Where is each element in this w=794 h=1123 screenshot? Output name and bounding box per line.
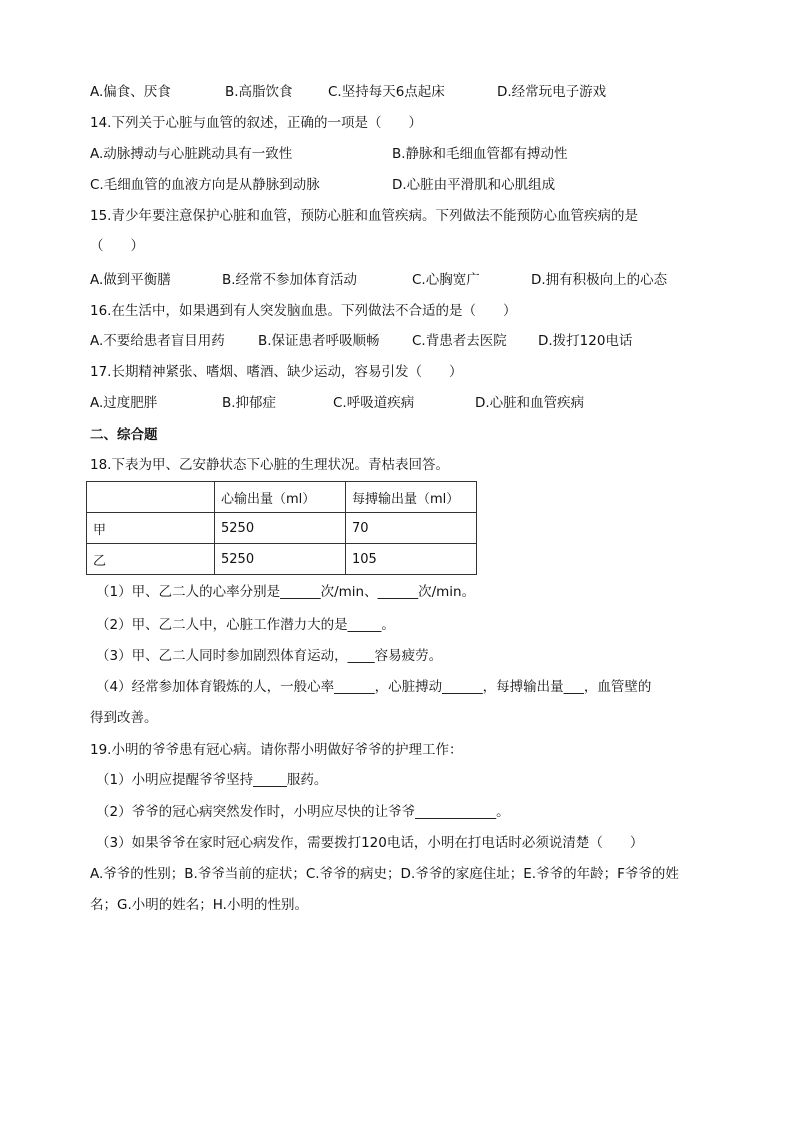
q18-part-2: （2）甲、乙二人中，心脏工作潜力大的是_____。	[96, 617, 395, 633]
q15-stem: 15.青少年要注意保护心脏和血管，预防心脏和血管疾病。下列做法不能预防心血管疾病的是	[90, 208, 638, 224]
q17-option-a: A.过度肥胖	[90, 395, 158, 411]
q13-option-b: B.高脂饮食	[225, 84, 293, 100]
section-title: 二、综合题	[90, 427, 158, 443]
q17-stem: 17.长期精神紧张、嗜烟、嗜酒、缺少运动，容易引发（ ）	[90, 364, 463, 380]
q18-part-1: （1）甲、乙二人的心率分别是______次/min、______次/min。	[96, 584, 476, 600]
q19-stem: 19.小明的爷爷患有冠心病。请你帮小明做好爷爷的护理工作：	[90, 742, 463, 758]
table-cell: 5250	[215, 544, 346, 575]
q18-part-3: （3）甲、乙二人同时参加剧烈体育运动，____容易疲劳。	[96, 648, 443, 664]
q16-stem: 16.在生活中，如果遇到有人突发脑血患。下列做法不合适的是（ ）	[90, 303, 517, 319]
heart-data-table	[86, 481, 477, 575]
q15-option-d: D.拥有积极向上的心态	[531, 272, 668, 288]
table-header-cell: 每搏输出量（ml）	[346, 482, 477, 513]
q15-option-c: C.心胸宽广	[412, 272, 480, 288]
table-row	[87, 544, 477, 575]
q13-option-d: D.经常玩电子游戏	[497, 84, 607, 100]
q17-option-c: C.呼吸道疾病	[333, 395, 415, 411]
q19-part-1: （1）小明应提醒爷爷坚持_____服药。	[96, 772, 328, 788]
q14-option-a: A.动脉搏动与心脏跳动具有一致性	[90, 146, 293, 162]
table-header-cell	[87, 482, 215, 513]
q14-option-b: B.静脉和毛细血管都有搏动性	[392, 146, 568, 162]
table-header-cell: 心输出量（ml）	[215, 482, 346, 513]
q15-stem-continued: （ ）	[90, 238, 144, 254]
table-cell: 5250	[215, 513, 346, 544]
q19-part-3: （3）如果爷爷在家时冠心病发作，需要拨打120电话，小明在打电话时必须说清楚（ ）	[96, 835, 644, 851]
table-header-row	[87, 482, 477, 513]
q13-option-c: C.坚持每天6点起床	[328, 84, 445, 100]
q19-choices-line-1: A.爷爷的性别；B.爷爷当前的症状；C.爷爷的病史；D.爷爷的家庭住址；E.爷爷的年龄；F爷爷的姓	[90, 866, 679, 882]
q19-choices-line-2: 名；G.小明的姓名；H.小明的性别。	[90, 897, 308, 913]
q16-option-b: B.保证患者呼吸顺畅	[258, 333, 380, 349]
q17-option-d: D.心脏和血管疾病	[475, 395, 585, 411]
q16-option-d: D.拨打120电话	[538, 333, 633, 349]
q14-option-c: C.毛细血管的血液方向是从静脉到动脉	[90, 177, 320, 193]
q14-option-d: D.心脏由平滑肌和心肌组成	[392, 177, 556, 193]
q13-option-a: A.偏食、厌食	[90, 84, 171, 100]
table-cell: 乙	[87, 544, 215, 575]
table-cell: 105	[346, 544, 477, 575]
table-row	[87, 513, 477, 544]
q18-stem: 18.下表为甲、乙安静状态下心脏的生理状况。青枯表回答。	[90, 457, 449, 473]
q15-option-a: A.做到平衡膳	[90, 272, 171, 288]
table-cell: 甲	[87, 513, 215, 544]
q18-part-4: （4）经常参加体育锻炼的人，一般心率______，心脏搏动______，每搏输出量___，血管壁的	[96, 679, 652, 695]
q15-option-b: B.经常不参加体育活动	[222, 272, 358, 288]
q16-option-a: A.不要给患者盲目用药	[90, 333, 225, 349]
q19-part-2: （2）爷爷的冠心病突然发作时，小明应尽快的让爷爷____________。	[96, 804, 510, 820]
q17-option-b: B.抑郁症	[222, 395, 277, 411]
table-cell: 70	[346, 513, 477, 544]
q14-stem: 14.下列关于心脏与血管的叙述，正确的一项是（ ）	[90, 115, 422, 131]
q18-part-4-continued: 得到改善。	[90, 710, 158, 726]
q16-option-c: C.背患者去医院	[412, 333, 507, 349]
